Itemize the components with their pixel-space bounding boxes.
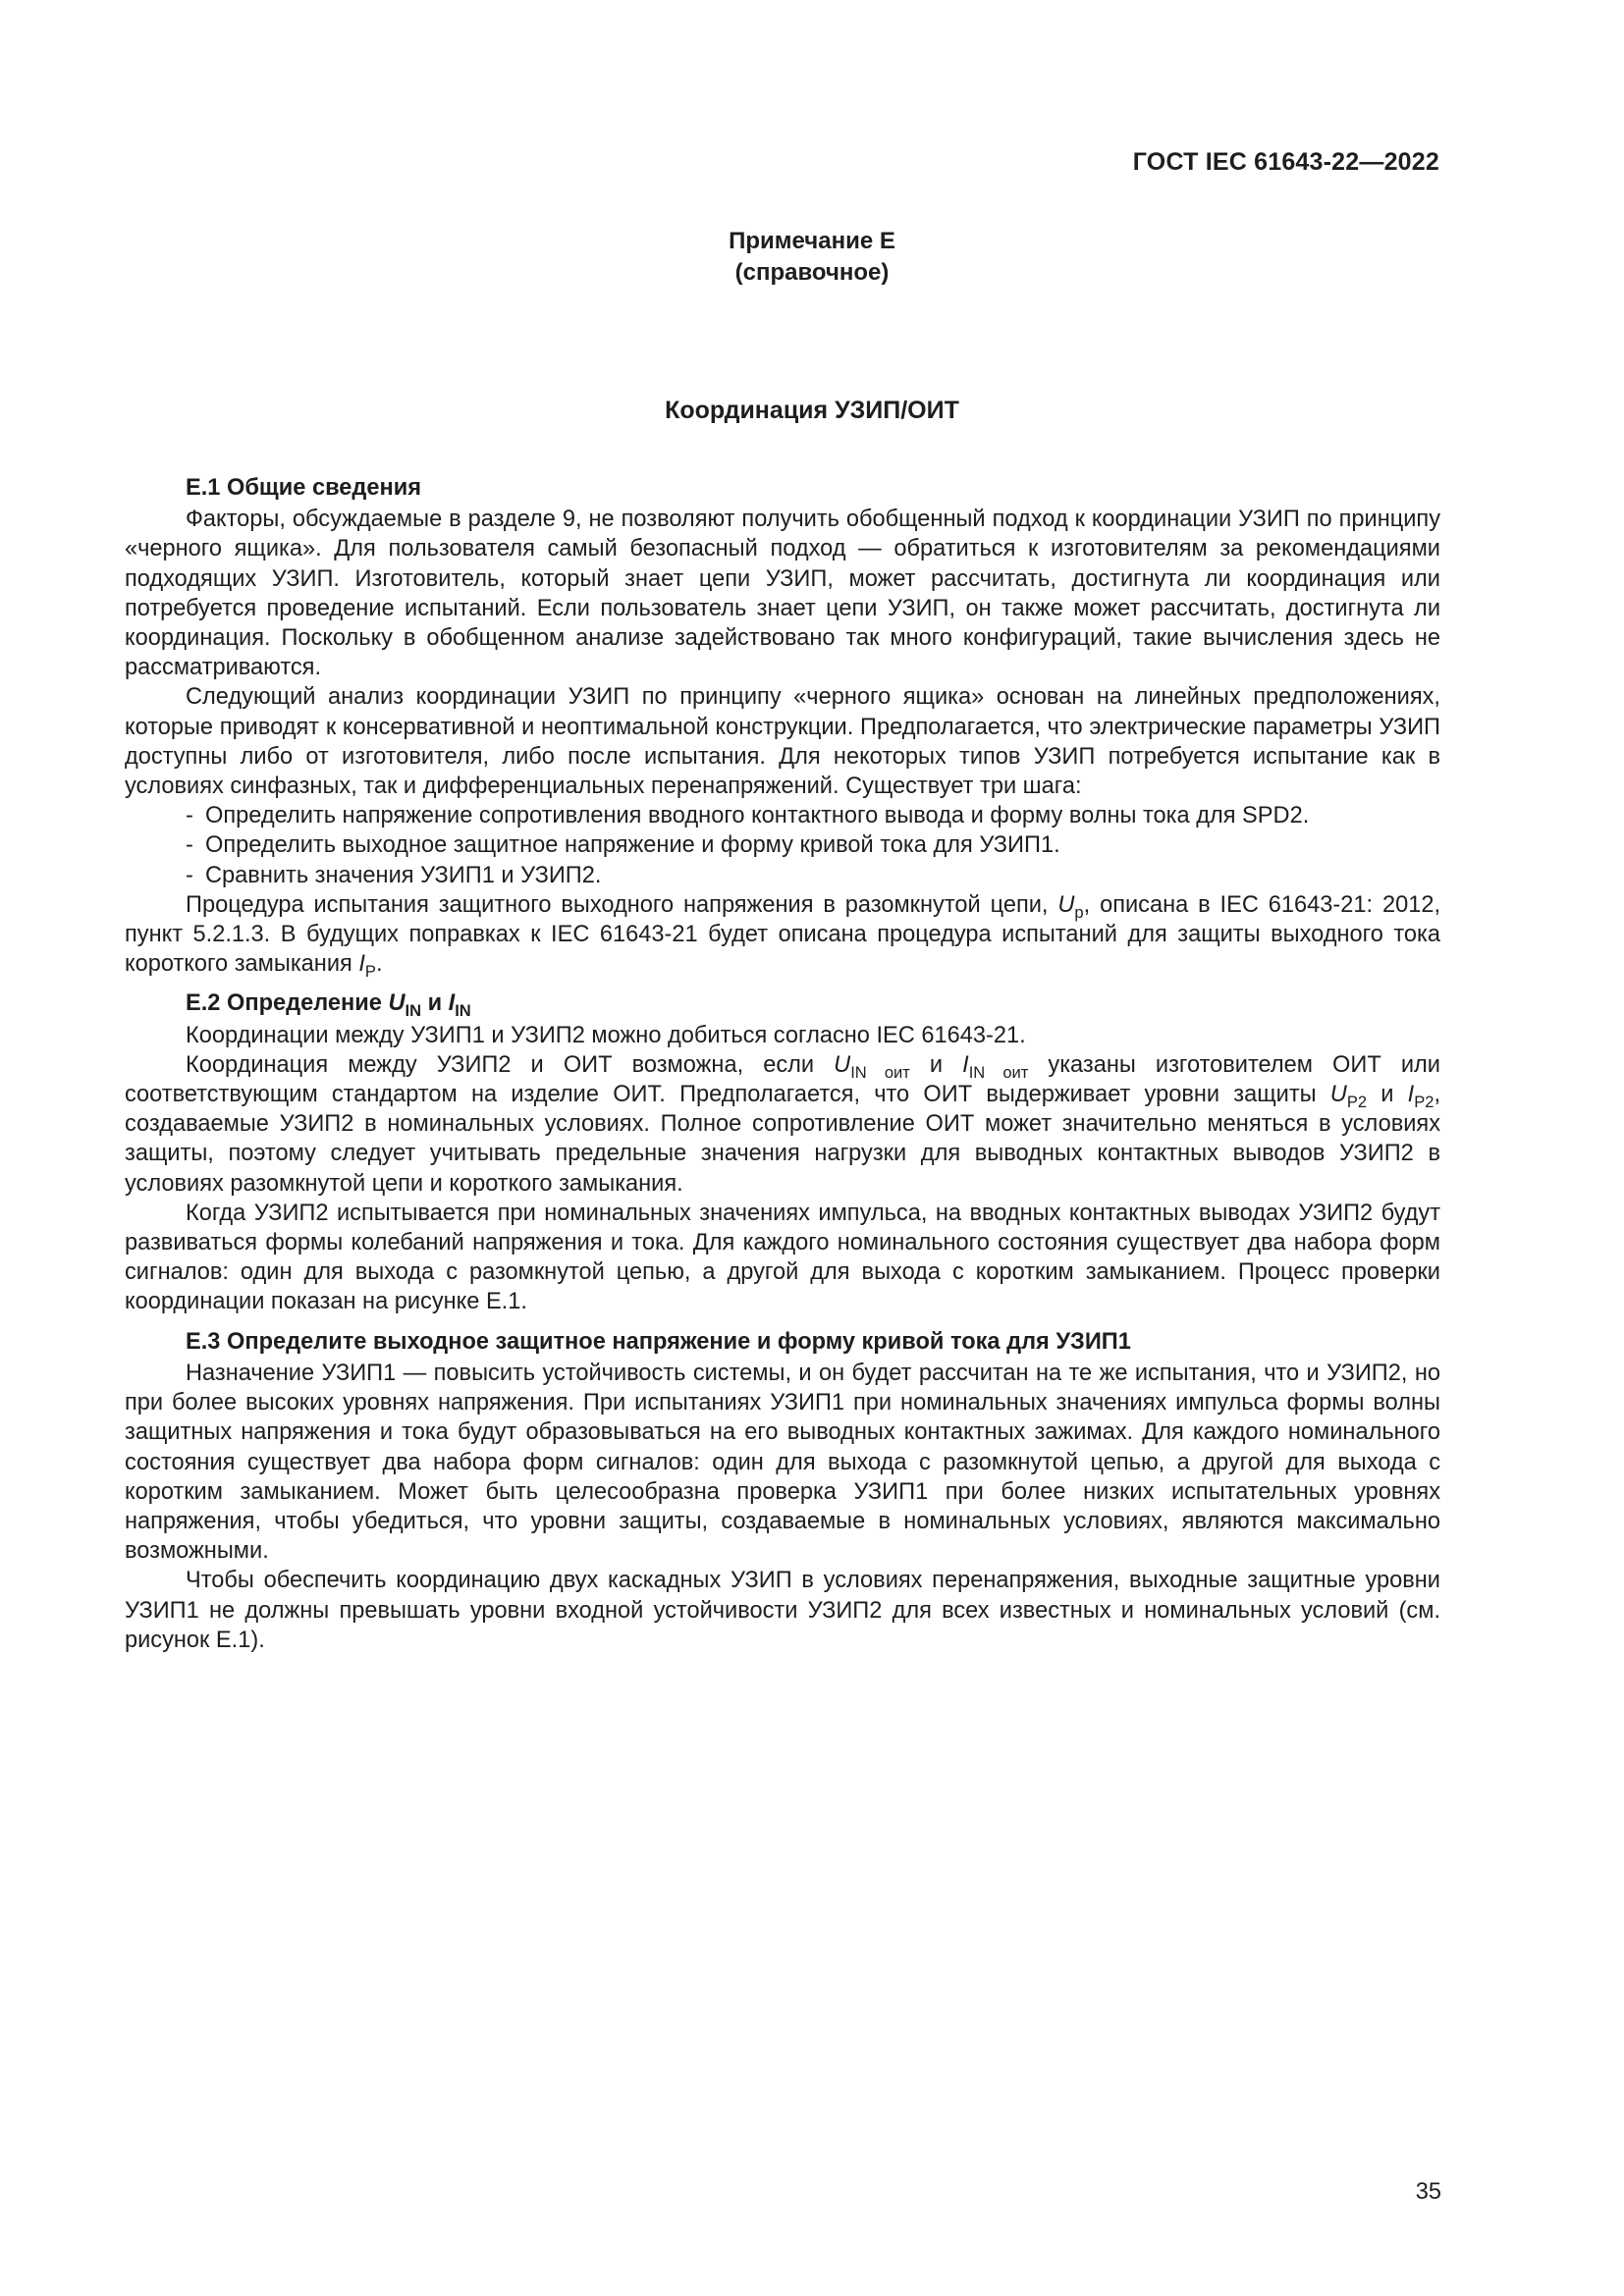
annex-type: (справочное) <box>734 259 890 286</box>
annex-title: Координация УЗИП/ОИТ <box>665 397 959 424</box>
section-e2-paragraph-3: Когда УЗИП2 испытывается при номинальных значениях импульса, на вводных контактных выводах УЗИП2 будут развиваться формы колебаний напряжения и тока. Для каждого номинального состояния существует два набора форм сигналов: один для выхода с разомкнутой цепью, а другой для выхода с коротким замыканием. Процесс проверки координации показан на рисунке Е.1. <box>125 1200 1440 1315</box>
section-e1-paragraph-1: Факторы, обсуждаемые в разделе 9, не позволяют получить обобщенный подход к координации УЗИП по принципу «черного ящика». Для пользователя самый безопасный подход — обратиться к изготовителям за рекомендациями подходящих УЗИП. Изготовитель, который знает цепи УЗИП, может рассчитать, достигнута ли координация или потребуется проведение испытаний. Если пользователь знает цепи УЗИП, он также может рассчитать, достигнута ли координация. Поскольку в обобщенном анализе задействовано так много конфигураций, такие вычисления здесь не рассматриваются. <box>125 507 1440 681</box>
document-header: ГОСТ IEC 61643-22—2022 <box>1132 148 1439 176</box>
annex-heading <box>0 226 1624 289</box>
section-e3-paragraph-1: Назначение УЗИП1 — повысить устойчивость системы, и он будет рассчитан на те же испытания, что и УЗИП2, но при более высоких уровнях напряжения. При испытаниях УЗИП1 при номинальных значениях импульса формы волны защитных напряжения и тока будут образовываться на его выводных контактных зажимах. Для каждого номинального состояния существует два набора форм сигналов: один для выхода с разомкнутой цепью, а другой для выхода с коротким замыканием. Может быть целесообразна проверка УЗИП1 при более низких испытательных уровнях напряжения, чтобы убедиться, что уровни защиты, создаваемые в номинальных условиях, являются максимально возможными. <box>125 1360 1440 1565</box>
steps-list <box>125 801 1440 890</box>
step-item: - Сравнить значения УЗИП1 и УЗИП2. <box>125 861 1440 890</box>
section-e2-heading: Е.2 Определение $U_{IN}$ и $I_{IN}$ <box>186 990 471 1021</box>
section-e1-heading: Е.1 Общие сведения <box>186 475 422 501</box>
step-item: - Определить напряжение сопротивления вводного контактного вывода и форму волны тока для SPD2. <box>125 801 1440 830</box>
symbol-i: I <box>358 951 365 978</box>
step-item: - Определить выходное защитное напряжение и форму кривой тока для УЗИП1. <box>125 830 1440 860</box>
section-e3-heading: Е.3 Определите выходное защитное напряжение и форму кривой тока для УЗИП1 <box>186 1328 1131 1355</box>
section-e2-paragraph-1: Координации между УЗИП1 и УЗИП2 можно добиться согласно IEC 61643-21. <box>186 1022 1026 1048</box>
section-e1-paragraph-2: Следующий анализ координации УЗИП по принципу «черного ящика» основан на линейных предположениях, которые приводят к консервативной и неоптимальной конструкции. Предполагается, что электрические параметры УЗИП доступны либо от изготовителя, либо после испытания. Для некоторых типов УЗИП потребуется испытание как в условиях синфазных, так и дифференциальных перенапряжений. Существует три шага: <box>125 684 1440 800</box>
annex-label: Примечание Е <box>729 228 895 254</box>
section-e2-paragraph-2: Координация между УЗИП2 и ОИТ возможна, если $U_{IN оит}$ и $I_{IN оит}$ указаны изготовителем ОИТ или соответствующим стандартом на изделие ОИТ. Предполагается, что ОИТ выдерживает уровни защиты $U_{P2}$ и $I_{P2}$, создаваемые УЗИП2 в номинальных условиях. Полное сопротивление ОИТ может значительно меняться в условиях защиты, поэтому следует учитывать предельные значения нагрузки для выводных контактных выводов УЗИП2 в условиях разомкнутой цепи и короткого замыкания. <box>125 1051 1440 1197</box>
document-body <box>125 473 1440 1655</box>
symbol-u: U <box>1057 891 1075 918</box>
page-number: 35 <box>1415 2179 1441 2205</box>
section-e3-paragraph-2: Чтобы обеспечить координацию двух каскадных УЗИП в условиях перенапряжения, выходные защитные уровни УЗИП1 не должны превышать уровни входной устойчивости УЗИП2 для всех известных и номинальных условий (см. рисунок Е.1). <box>125 1568 1440 1653</box>
section-e1-paragraph-3: Процедура испытания защитного выходного напряжения в разомкнутой цепи, $U_p$, описана в IEC 61643-21: 2012, пункт 5.2.1.3. В будущих поправках к IEC 61643-21 будет описана процедура испытаний для защиты выходного тока короткого замыкания $I_P$. <box>125 891 1441 982</box>
